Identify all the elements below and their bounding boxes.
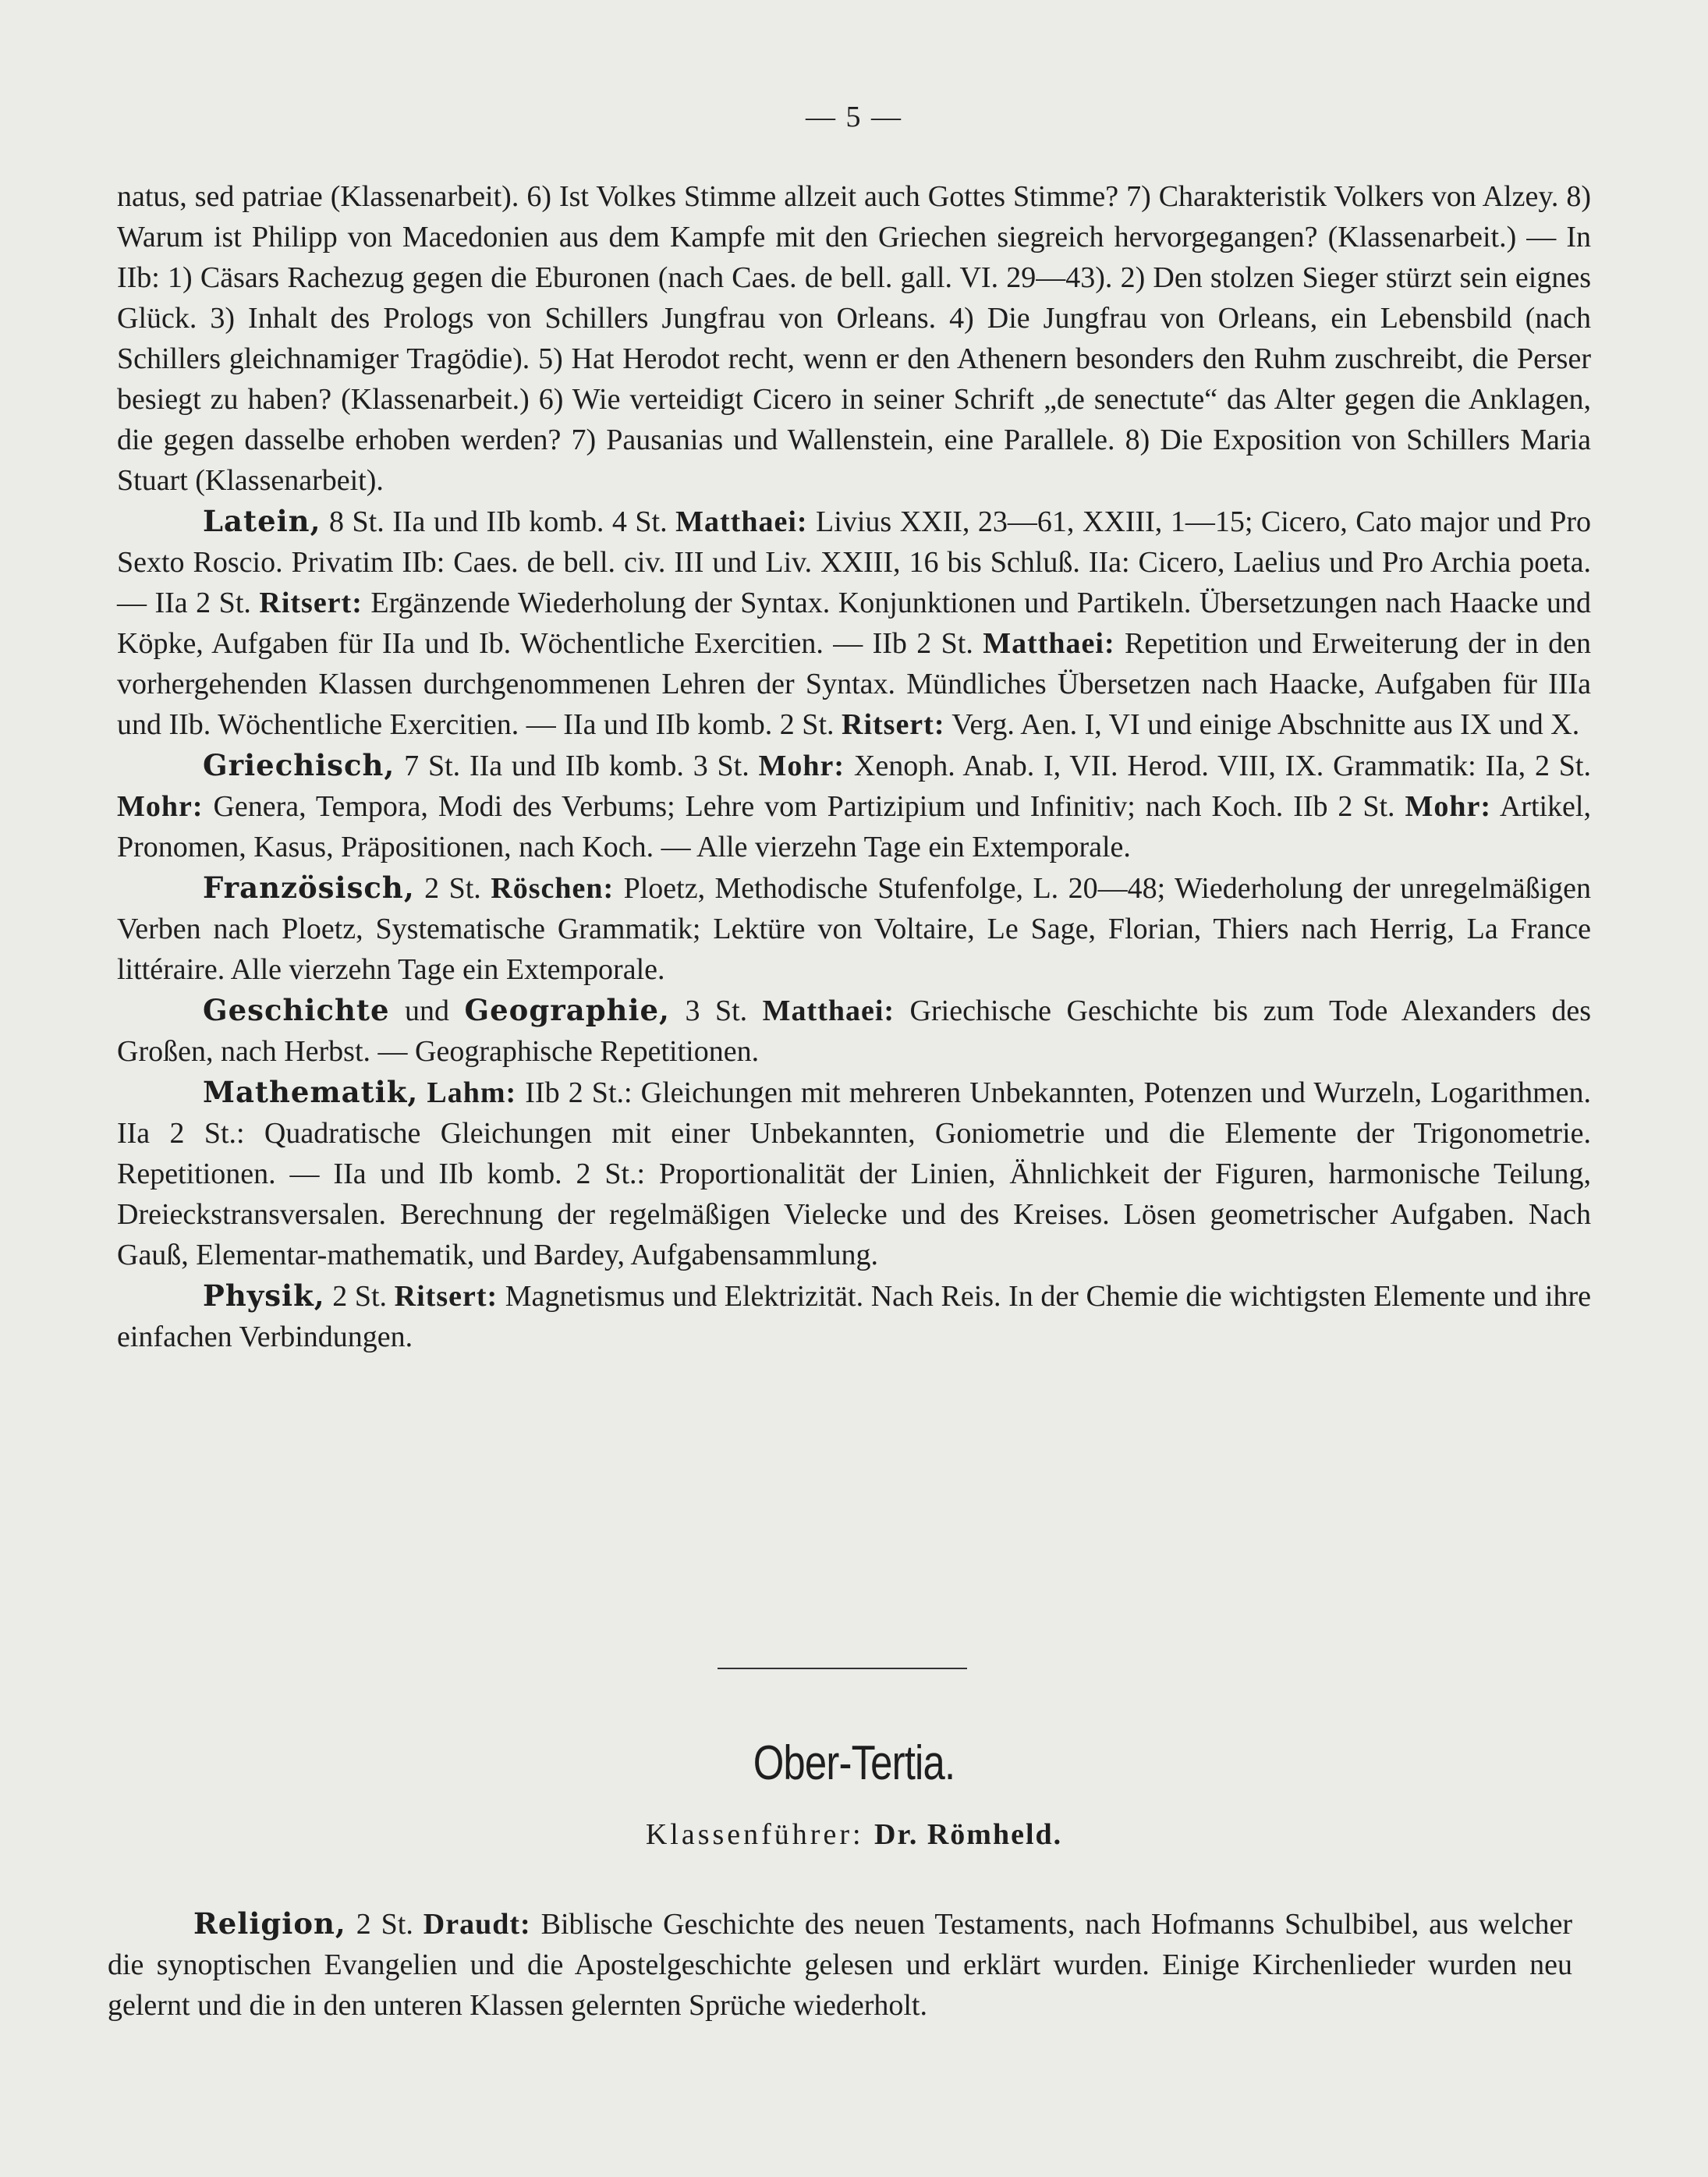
text-run: 8 St. IIa und IIb komb. 4 St. (321, 505, 676, 538)
teacher-name: Lahm: (427, 1076, 517, 1109)
physik-paragraph (117, 1275, 1591, 1357)
teacher-name: Ritsert: (394, 1280, 498, 1313)
text-run: Genera, Tempora, Modi des Verbums; Lehre vom Partizipium und Infinitiv; nach Koch. IIb 2 St. (203, 790, 1405, 823)
text-run: Repetition und Erweiterung der in den vorhergehenden Klassen durchgenommenen Lehren der Syntax. Mündliches Übersetzen nach Haacke, Aufgaben für IIIa und IIb. Wöchentliche Exercitien. — IIa und IIb komb. 2 St. (117, 627, 1591, 741)
text-run: Ergänzende Wiederholung der Syntax. Konjunktionen und Partikeln. Übersetzungen nach Haacke und Köpke, Aufgaben für IIa und Ib. Wöchentliche Exercitien. — IIb 2 St. (117, 587, 1591, 660)
text-run: 7 St. IIa und IIb komb. 3 St. (395, 750, 759, 782)
text-run: Livius XXII, 23—61, XXIII, 1—15; Cicero, Cato major und Pro Sexto Roscio. Privatim IIb: Caes. de bell. civ. III und Liv. XXIII, 16 bis Schluß. IIa: Cicero, Laelius und Pro Archia poeta. — IIa 2 St. (117, 505, 1591, 619)
curriculum-text-2 (108, 1903, 1572, 2026)
latein-paragraph (117, 501, 1591, 745)
subject-heading: Physik, (203, 1278, 325, 1313)
text-run (418, 1076, 427, 1109)
teacher-name: Matthaei: (675, 505, 808, 538)
subject-heading: Latein, (203, 504, 321, 538)
text-run: Magnetismus und Elektrizität. Nach Reis. In der Chemie die wichtigsten Elemente und ihre einfachen Verbindungen. (117, 1280, 1591, 1353)
franzoesisch-paragraph (117, 867, 1591, 990)
subject-heading: Geographie, (464, 993, 670, 1027)
text-run: 3 St. (669, 995, 763, 1027)
text-run: und (389, 995, 465, 1027)
teacher-name: Mohr: (758, 750, 845, 782)
subject-heading: Griechisch, (203, 748, 395, 782)
teacher-name: Ritsert: (842, 708, 945, 741)
religion-paragraph (108, 1903, 1572, 2026)
text-run: Ploetz, Methodische Stufenfolge, L. 20—48; Wiederholung der unregelmäßigen Verben nach Ploetz, Systematische Grammatik; Lektüre von Voltaire, Le Sage, Florian, Thiers nach Herrig, La France littéraire. Alle vierzehn Tage ein Extemporale. (117, 872, 1591, 986)
curriculum-text (117, 176, 1591, 1357)
page-number: — 5 — (806, 101, 902, 133)
text-run: 2 St. (324, 1280, 395, 1313)
section-divider (718, 1668, 967, 1669)
text-run: Artikel, Pronomen, Kasus, Präpositionen, nach Koch. — Alle vierzehn Tage ein Extemporale. (117, 790, 1591, 863)
text-run: 2 St. (345, 1908, 423, 1941)
teacher-name: Matthaei: (983, 627, 1115, 660)
mathematik-paragraph (117, 1072, 1591, 1275)
teacher-name: Matthaei: (762, 995, 895, 1027)
subject-heading: Französisch, (203, 870, 415, 905)
text-run: IIb 2 St.: Gleichungen mit mehreren Unbekannten, Potenzen und Wurzeln, Logarithmen. IIa 2 St.: Quadratische Gleichungen mit einer Unbekannten, Goniometrie und die Elemente der Trigonometrie. Repetitionen. — IIa und IIb komb. 2 St.: Proportionalität der Linien, Ähnlichkeit der Figuren, harmonische Teilung, Dreieckstransversalen. Berechnung der regelmäßigen Vielecke und des Kreises. Lösen geometrischer Aufgaben. Nach Gauß, Elementar-mathematik, und Bardey, Aufgabensammlung. (117, 1076, 1591, 1271)
class-leader-name: Dr. Römheld. (874, 1818, 1063, 1851)
teacher-name: Röschen: (491, 872, 615, 905)
teacher-name: Draudt: (423, 1908, 531, 1941)
subject-heading: Geschichte (203, 993, 390, 1027)
text-run: 2 St. (414, 872, 491, 905)
teacher-name: Mohr: (117, 790, 204, 823)
section-title: Ober-Tertia. (753, 1736, 955, 1790)
class-leader-label: Klassenführer: (645, 1818, 875, 1851)
text-run: Verg. Aen. I, VI und einige Abschnitte aus IX und X. (944, 708, 1580, 741)
class-leader-line (0, 1817, 1708, 1852)
subject-heading: Mathematik, (203, 1075, 419, 1109)
griechisch-paragraph (117, 745, 1591, 867)
teacher-name: Mohr: (1405, 790, 1492, 823)
text-run: Griechische Geschichte bis zum Tode Alexanders des Großen, nach Herbst. — Geographische Repetitionen. (117, 995, 1591, 1068)
text-run: Biblische Geschichte des neuen Testaments, nach Hofmanns Schulbibel, aus welcher die synoptischen Evangelien und die Apostelgeschichte gelesen und erklärt wurden. Einige Kirchenlieder wurden neu gelernt und die in den unteren Klassen gelernten Sprüche wiederholt. (108, 1908, 1572, 2022)
text-run: Xenoph. Anab. I, VII. Herod. VIII, IX. Grammatik: IIa, 2 St. (845, 750, 1591, 782)
intro-paragraph: natus, sed patriae (Klassenarbeit). 6) Ist Volkes Stimme allzeit auch Gottes Stimme? 7) Charakteristik Volkers von Alzey. 8) Warum ist Philipp von Macedonien aus dem Kampfe mit den Griechen siegreich hervorgegangen? (Klassenarbeit.) — In IIb: 1) Cäsars Rachezug gegen die Eburonen (nach Caes. de bell. gall. VI. 29—43). 2) Den stolzen Sieger stürzt sein eignes Glück. 3) Inhalt des Prologs von Schillers Jungfrau von Orleans. 4) Die Jungfrau von Orleans, ein Lebensbild (nach Schillers gleichnamiger Tragödie). 5) Hat Herodot recht, wenn er den Athenern besonders den Ruhm zuschreibt, die Perser besiegt zu haben? (Klassenarbeit.) 6) Wie verteidigt Cicero in seiner Schrift „de senectute“ das Alter gegen die Anklagen, die gegen dasselbe erhoben werden? 7) Pausanias und Wallenstein, eine Parallele. 8) Die Exposition von Schillers Maria Stuart (Klassenarbeit). (117, 180, 1591, 497)
geschichte-paragraph (117, 990, 1591, 1072)
teacher-name: Ritsert: (259, 587, 363, 619)
subject-heading: Religion, (193, 1906, 346, 1941)
